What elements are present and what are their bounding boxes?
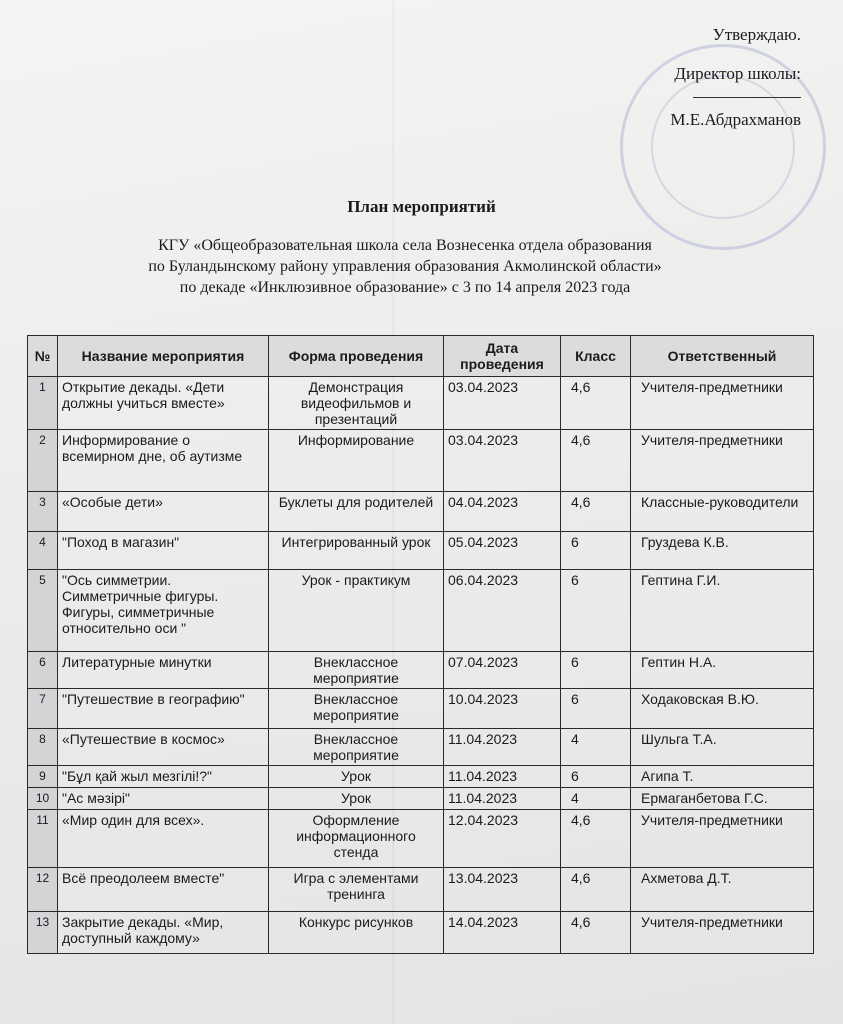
column-header-form: Форма проведения — [269, 336, 444, 377]
table-body — [28, 377, 814, 954]
event-class: 6 — [561, 570, 631, 652]
approve-word: Утверждаю. — [712, 25, 801, 44]
column-header-date: Дата проведения — [444, 336, 561, 377]
page-title: План мероприятий — [347, 197, 496, 216]
subtitle-line: по декаде «Инклюзивное образование» с 3 по 14 апреля 2023 года — [179, 279, 631, 296]
row-number: 1 — [28, 377, 58, 430]
table-row — [28, 492, 814, 532]
event-form: Буклеты для родителей — [269, 492, 444, 532]
event-name: Литературные минутки — [58, 652, 269, 689]
event-class: 6 — [561, 532, 631, 570]
event-responsible: Шульга Т.А. — [631, 729, 814, 766]
column-header-name: Название мероприятия — [58, 336, 269, 377]
event-class: 6 — [561, 652, 631, 689]
event-responsible: Ходаковская В.Ю. — [631, 689, 814, 729]
event-name: Информирование о всемирном дне, об аутизме — [58, 430, 269, 492]
table-row — [28, 377, 814, 430]
event-form: Интегрированный урок — [269, 532, 444, 570]
event-form: Внеклассное мероприятие — [269, 652, 444, 689]
event-date: 04.04.2023 — [444, 492, 561, 532]
event-form: Демонстрация видеофильмов и презентаций — [269, 377, 444, 430]
event-responsible: Агипа Т. — [631, 766, 814, 788]
event-responsible: Ахметова Д.Т. — [631, 868, 814, 912]
table-row — [28, 912, 814, 954]
row-number: 7 — [28, 689, 58, 729]
event-form: Внеклассное мероприятие — [269, 689, 444, 729]
subtitle — [100, 235, 710, 298]
row-number: 3 — [28, 492, 58, 532]
event-class: 4,6 — [561, 810, 631, 868]
event-form: Оформление информационного стенда — [269, 810, 444, 868]
event-class: 4,6 — [561, 430, 631, 492]
event-class: 4,6 — [561, 377, 631, 430]
event-responsible: Учителя-предметники — [631, 810, 814, 868]
row-number: 5 — [28, 570, 58, 652]
event-name: Открытие декады. «Дети должны учиться вместе» — [58, 377, 269, 430]
event-class: 4 — [561, 788, 631, 810]
table-row — [28, 729, 814, 766]
event-form: Урок - практикум — [269, 570, 444, 652]
event-name: «Особые дети» — [58, 492, 269, 532]
event-class: 4,6 — [561, 868, 631, 912]
event-responsible: Ермаганбетова Г.С. — [631, 788, 814, 810]
event-date: 11.04.2023 — [444, 788, 561, 810]
row-number: 2 — [28, 430, 58, 492]
table-row — [28, 766, 814, 788]
event-responsible: Груздева К.В. — [631, 532, 814, 570]
signature-line — [693, 96, 801, 98]
event-name: "Бұл қай жыл мезгілі!?" — [58, 766, 269, 788]
event-date: 11.04.2023 — [444, 729, 561, 766]
event-date: 07.04.2023 — [444, 652, 561, 689]
event-date: 03.04.2023 — [444, 430, 561, 492]
event-date: 13.04.2023 — [444, 868, 561, 912]
row-number: 12 — [28, 868, 58, 912]
table-row — [28, 810, 814, 868]
event-date: 12.04.2023 — [444, 810, 561, 868]
event-date: 03.04.2023 — [444, 377, 561, 430]
table-row — [28, 532, 814, 570]
director-name: М.Е.Абдрахманов — [670, 110, 801, 129]
table-row — [28, 788, 814, 810]
table-row — [28, 868, 814, 912]
event-date: 06.04.2023 — [444, 570, 561, 652]
column-header-num: № — [28, 336, 58, 377]
event-form: Урок — [269, 766, 444, 788]
table-row — [28, 652, 814, 689]
event-form: Информирование — [269, 430, 444, 492]
events-table — [27, 335, 814, 954]
column-header-class: Класс — [561, 336, 631, 377]
event-responsible: Классные-руководители — [631, 492, 814, 532]
table-row — [28, 689, 814, 729]
event-form: Игра с элементами тренинга — [269, 868, 444, 912]
table-header-row — [28, 336, 814, 377]
row-number: 9 — [28, 766, 58, 788]
subtitle-line: КГУ «Общеобразовательная школа села Вознесенка отдела образования — [158, 237, 652, 254]
table-row — [28, 570, 814, 652]
event-date: 05.04.2023 — [444, 532, 561, 570]
row-number: 6 — [28, 652, 58, 689]
approval-block — [670, 26, 801, 128]
event-responsible: Гептин Н.А. — [631, 652, 814, 689]
event-name: Закрытие декады. «Мир, доступный каждому» — [58, 912, 269, 954]
event-class: 4,6 — [561, 912, 631, 954]
row-number: 11 — [28, 810, 58, 868]
event-date: 11.04.2023 — [444, 766, 561, 788]
event-name: Всё преодолеем вместе" — [58, 868, 269, 912]
event-responsible: Учителя-предметники — [631, 912, 814, 954]
row-number: 10 — [28, 788, 58, 810]
event-date: 10.04.2023 — [444, 689, 561, 729]
event-class: 6 — [561, 689, 631, 729]
event-form: Конкурс рисунков — [269, 912, 444, 954]
event-class: 4,6 — [561, 492, 631, 532]
event-class: 4 — [561, 729, 631, 766]
event-name: "Ось симметрии. Симметричные фигуры. Фигуры, симметричные относительно оси " — [58, 570, 269, 652]
event-class: 6 — [561, 766, 631, 788]
event-responsible: Гептина Г.И. — [631, 570, 814, 652]
subtitle-line: по Буландынскому району управления образования Акмолинской области» — [148, 258, 662, 275]
event-form: Внеклассное мероприятие — [269, 729, 444, 766]
event-form: Урок — [269, 788, 444, 810]
row-number: 13 — [28, 912, 58, 954]
table-row — [28, 430, 814, 492]
row-number: 8 — [28, 729, 58, 766]
event-date: 14.04.2023 — [444, 912, 561, 954]
row-number: 4 — [28, 532, 58, 570]
director-title: Директор школы: — [674, 64, 801, 83]
event-name: "Поход в магазин" — [58, 532, 269, 570]
event-name: "Ас мәзірі" — [58, 788, 269, 810]
event-name: «Мир один для всех». — [58, 810, 269, 868]
event-name: «Путешествие в космос» — [58, 729, 269, 766]
column-header-responsible: Ответственный — [631, 336, 814, 377]
event-name: "Путешествие в географию" — [58, 689, 269, 729]
event-responsible: Учителя-предметники — [631, 377, 814, 430]
event-responsible: Учителя-предметники — [631, 430, 814, 492]
